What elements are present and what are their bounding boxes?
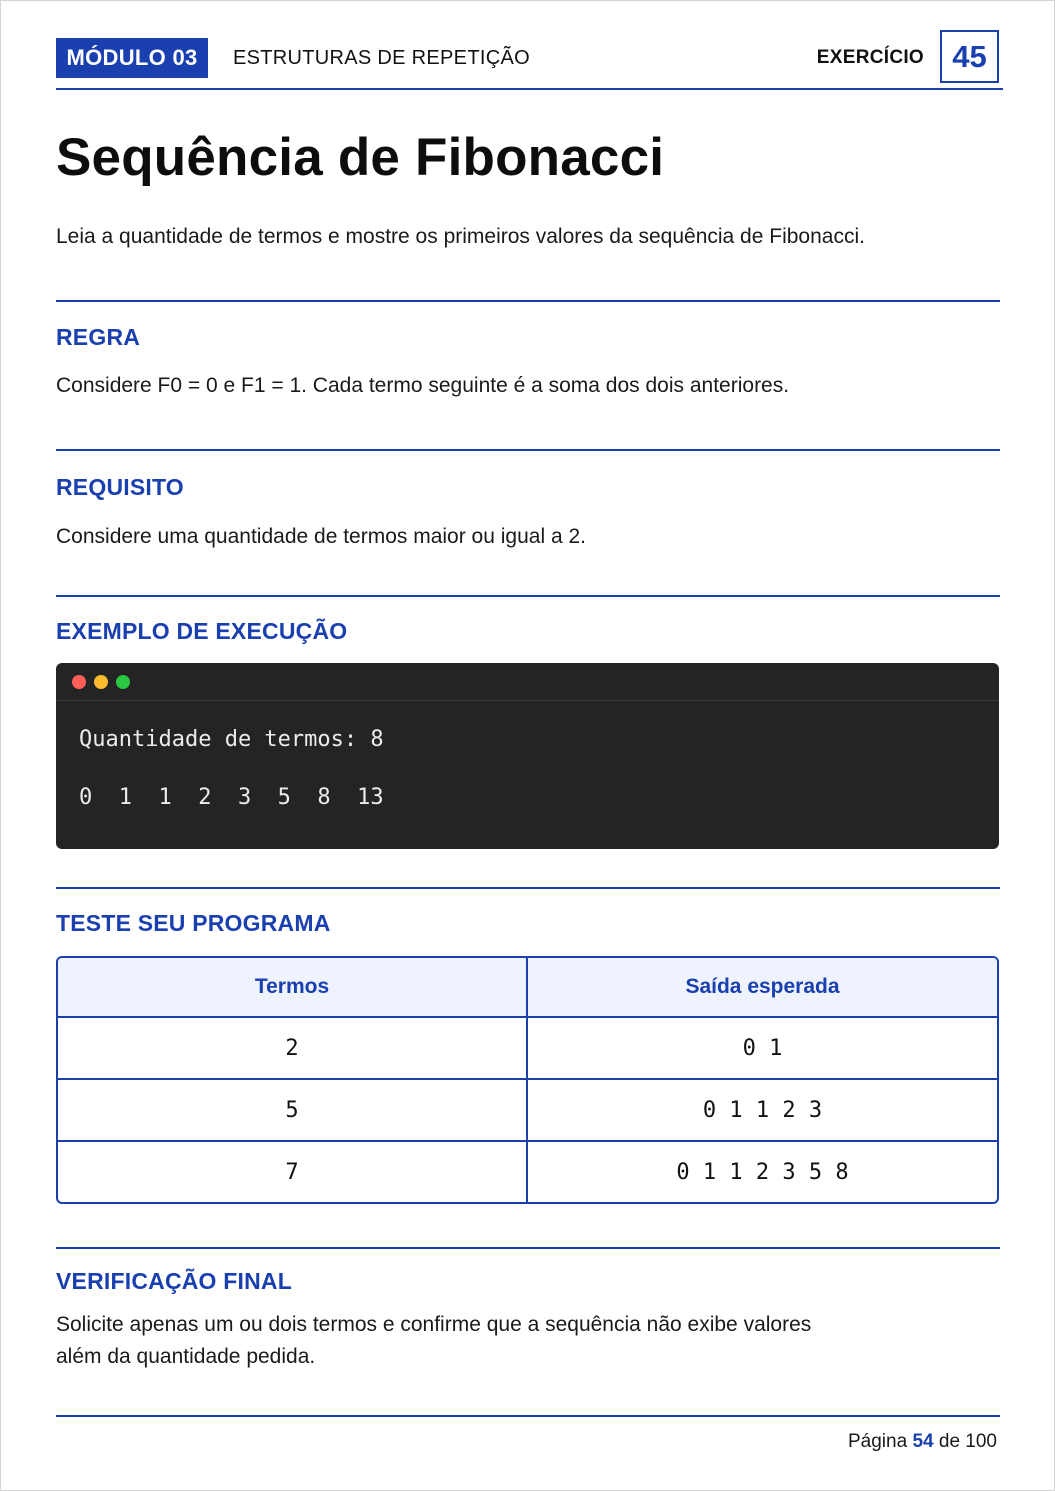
terms-cell: 7 bbox=[58, 1142, 528, 1202]
terminal-title-bar bbox=[56, 663, 999, 701]
section-divider bbox=[56, 300, 1000, 302]
header-divider bbox=[56, 88, 1003, 90]
section-heading-rule: REGRA bbox=[56, 324, 141, 350]
table-row bbox=[58, 1142, 997, 1202]
terminal-output-line: 0 1 1 2 3 5 8 13 bbox=[79, 785, 384, 810]
final-check-text-line: Solicite apenas um ou dois termos e confirme que a sequência não exibe valores bbox=[56, 1313, 812, 1336]
intro-text: Leia a quantidade de termos e mostre os primeiros valores da sequência de Fibonacci. bbox=[56, 225, 865, 248]
expected-output-cell: 0 1 1 2 3 5 8 bbox=[676, 1159, 849, 1185]
module-topic: ESTRUTURAS DE REPETIÇÃO bbox=[233, 47, 530, 69]
requirement-text: Considere uma quantidade de termos maior ou igual a 2. bbox=[56, 525, 586, 548]
of-word: de bbox=[938, 1431, 961, 1452]
section-heading-requirement: REQUISITO bbox=[56, 474, 184, 500]
test-table bbox=[56, 956, 999, 1204]
page-word: Página bbox=[848, 1431, 908, 1452]
minimize-dot-icon bbox=[94, 675, 108, 689]
section-divider bbox=[56, 887, 1000, 889]
expected-output-cell: 0 1 bbox=[528, 1018, 997, 1080]
section-divider bbox=[56, 1247, 1000, 1249]
total-pages: 100 bbox=[965, 1431, 997, 1452]
page-title: Sequência de Fibonacci bbox=[56, 128, 665, 187]
column-header-terms: Termos bbox=[58, 958, 528, 1018]
final-check-text-line: além da quantidade pedida. bbox=[56, 1345, 316, 1368]
terminal-input-line: Quantidade de termos: 8 bbox=[79, 727, 384, 752]
column-header-expected-output: Saída esperada bbox=[528, 958, 997, 1018]
section-divider bbox=[56, 449, 1000, 451]
terminal-window bbox=[56, 663, 999, 849]
table-row bbox=[58, 1018, 997, 1080]
maximize-dot-icon bbox=[116, 675, 130, 689]
table-row bbox=[58, 1080, 997, 1142]
section-heading-tests: TESTE SEU PROGRAMA bbox=[56, 910, 331, 936]
footer-divider bbox=[56, 1415, 1000, 1417]
rule-text: Considere F0 = 0 e F1 = 1. Cada termo seguinte é a soma dos dois anteriores. bbox=[56, 374, 790, 397]
exercise-number-box: 45 bbox=[940, 30, 999, 83]
section-divider bbox=[56, 595, 1000, 597]
section-heading-example: EXEMPLO DE EXECUÇÃO bbox=[56, 618, 348, 644]
page-footer bbox=[848, 1431, 997, 1453]
section-heading-final-check: VERIFICAÇÃO FINAL bbox=[56, 1268, 292, 1294]
module-badge: MÓDULO 03 bbox=[56, 38, 208, 78]
current-page-number: 54 bbox=[912, 1431, 934, 1452]
exercise-label: EXERCÍCIO bbox=[816, 47, 924, 68]
close-dot-icon bbox=[72, 675, 86, 689]
terms-cell: 5 bbox=[58, 1080, 528, 1142]
table-header-row bbox=[58, 958, 997, 1018]
expected-output-cell: 0 1 1 2 3 bbox=[528, 1080, 997, 1142]
terms-cell: 2 bbox=[58, 1018, 528, 1080]
